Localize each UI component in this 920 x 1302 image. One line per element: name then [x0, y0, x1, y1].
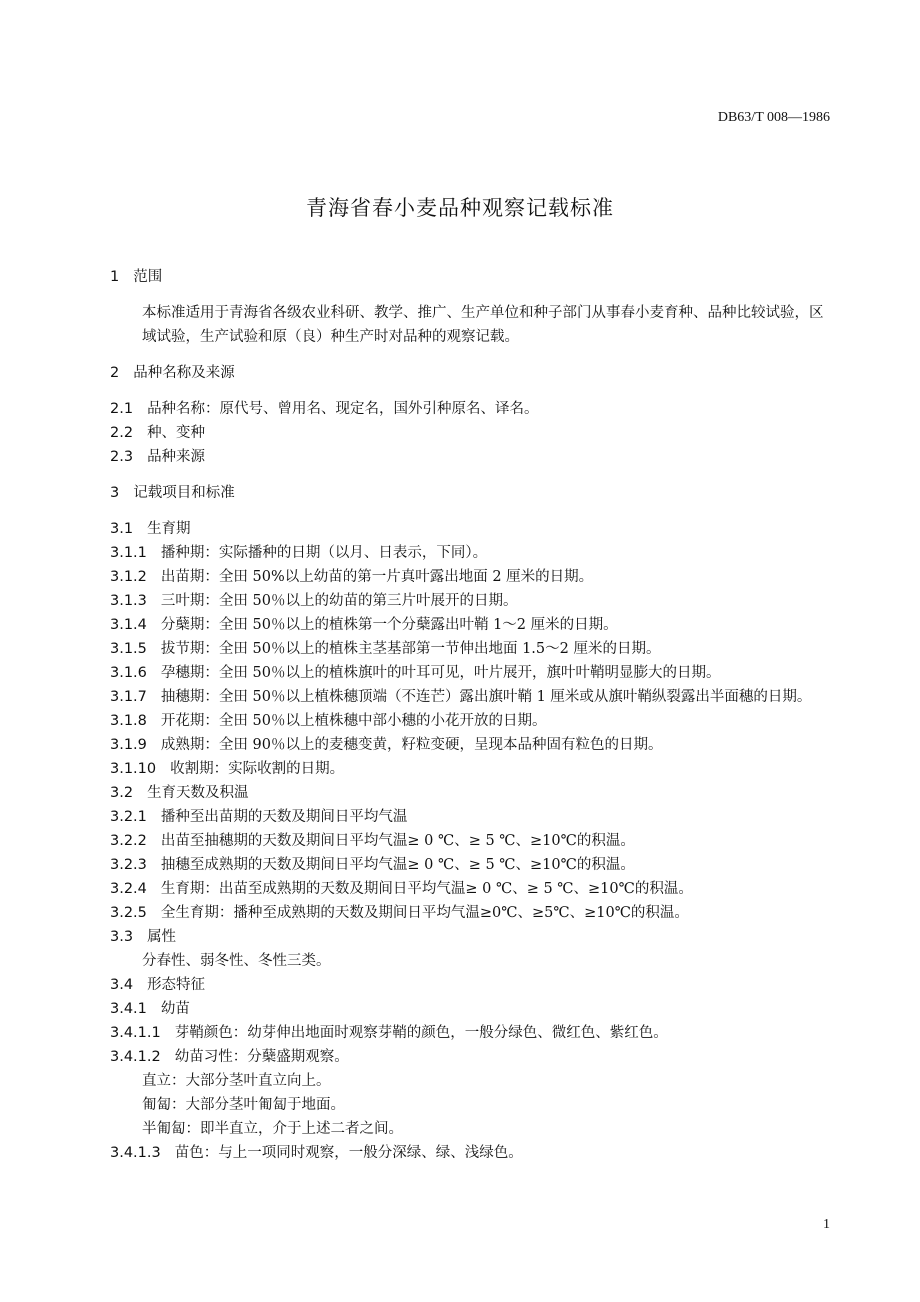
section-line — [110, 541, 832, 565]
section-text: 幼苗 — [160, 1001, 190, 1017]
page-number: 1 — [823, 1217, 830, 1232]
section-text: 生育天数及积温 — [147, 785, 249, 801]
section-text: 苗色：与上一项同时观察，一般分深绿、绿、浅绿色。 — [174, 1145, 523, 1161]
section-heading — [110, 421, 832, 445]
section-line — [110, 949, 832, 973]
section-line — [110, 1021, 832, 1045]
section-number: 3.4.1.2 — [110, 1049, 161, 1065]
section-heading — [110, 445, 832, 469]
section-text: 直立：大部分茎叶直立向上。 — [142, 1073, 331, 1089]
section-number: 3.2.4 — [110, 881, 147, 897]
section-line — [110, 901, 832, 925]
section-text: 拔节期：全田 50％以上的植株主茎基部第一节伸出地面 1.5～2 厘米的日期。 — [160, 641, 661, 657]
section-text: 出苗至抽穗期的天数及期间日平均气温≥ 0 ℃、≥ 5 ℃、≥10℃的积温。 — [160, 833, 635, 849]
section-text: 播种期：实际播种的日期（以月、日表示，下同）。 — [160, 545, 488, 561]
section-number: 3.1.4 — [110, 617, 147, 633]
section-text: 种、变种 — [147, 425, 206, 441]
section-text: 品种名称及来源 — [133, 365, 235, 381]
section-line — [110, 1093, 832, 1117]
section-number: 3.2.3 — [110, 857, 147, 873]
section-number: 2.3 — [110, 449, 134, 465]
section-line — [110, 613, 832, 637]
section-line — [110, 853, 832, 877]
section-heading — [110, 517, 832, 541]
section-text: 抽穗至成熟期的天数及期间日平均气温≥ 0 ℃、≥ 5 ℃、≥10℃的积温。 — [160, 857, 635, 873]
section-line — [110, 733, 832, 757]
section-heading — [110, 481, 832, 505]
section-number: 3.2.5 — [110, 905, 147, 921]
page-title: 青海省春小麦品种观察记载标准 — [306, 196, 614, 220]
section-line — [110, 661, 832, 685]
section-text: 抽穗期：全田 50％以上植株穗顶端（不连芒）露出旗叶鞘 1 厘米或从旗叶鞘纵裂露出半面穗的日期。 — [160, 689, 812, 705]
section-number: 3.2 — [110, 785, 134, 801]
section-text: 收割期：实际收割的日期。 — [170, 761, 345, 777]
section-number: 3.1.8 — [110, 713, 147, 729]
section-number: 3.1.1 — [110, 545, 147, 561]
section-number: 2.2 — [110, 425, 134, 441]
section-text: 分春性、弱冬性、冬性三类。 — [142, 953, 331, 969]
section-text: 属性 — [147, 929, 177, 945]
section-text: 分蘖期：全田 50％以上的植株第一个分蘖露出叶鞘 1～2 厘米的日期。 — [160, 617, 618, 633]
section-heading — [110, 997, 832, 1021]
section-number: 1 — [110, 269, 120, 285]
section-line — [110, 589, 832, 613]
section-line — [110, 1141, 832, 1165]
section-line — [110, 301, 832, 349]
section-number: 3.1.10 — [110, 761, 157, 777]
section-text: 范围 — [133, 269, 163, 285]
section-line — [110, 709, 832, 733]
section-number: 3.1.7 — [110, 689, 147, 705]
section-line — [110, 1069, 832, 1093]
section-text: 匍匐：大部分茎叶匍匐于地面。 — [142, 1097, 345, 1113]
section-line — [110, 805, 832, 829]
section-text: 半匍匐：即半直立，介于上述二者之间。 — [142, 1121, 403, 1137]
section-heading — [110, 781, 832, 805]
section-number: 3.1.6 — [110, 665, 147, 681]
section-heading — [110, 973, 832, 997]
section-text: 品种来源 — [147, 449, 206, 465]
section-heading — [110, 361, 832, 385]
section-text: 记载项目和标准 — [133, 485, 235, 501]
section-number: 3.1.9 — [110, 737, 147, 753]
section-number: 3.4.1.3 — [110, 1145, 161, 1161]
section-text: 本标准适用于青海省各级农业科研、教学、推广、生产单位和种子部门从事春小麦育种、品种比较试验，区域试验，生产试验和原（良）种生产时对品种的观察记载。 — [142, 305, 824, 345]
section-text: 生育期 — [147, 521, 191, 537]
section-line — [110, 757, 832, 781]
section-number: 3.4 — [110, 977, 134, 993]
section-heading — [110, 265, 832, 289]
document-code: DB63/T 008—1986 — [717, 110, 830, 125]
section-number: 3 — [110, 485, 120, 501]
section-number: 3.2.1 — [110, 809, 147, 825]
section-text: 出苗期：全田 50%以上幼苗的第一片真叶露出地面 2 厘米的日期。 — [160, 569, 594, 585]
section-text: 孕穗期：全田 50％以上的植株旗叶的叶耳可见，叶片展开，旗叶叶鞘明显膨大的日期。 — [160, 665, 721, 681]
section-number: 2 — [110, 365, 120, 381]
section-line — [110, 685, 832, 709]
section-text: 芽鞘颜色：幼芽伸出地面时观察芽鞘的颜色，一般分绿色、微红色、紫红色。 — [174, 1025, 668, 1041]
section-text: 全生育期：播种至成熟期的天数及期间日平均气温≥0℃、≥5℃、≥10℃的积温。 — [160, 905, 689, 921]
section-line — [110, 1045, 832, 1069]
section-number: 3.1 — [110, 521, 134, 537]
document-body — [110, 265, 832, 1165]
section-line — [110, 397, 832, 421]
section-text: 成熟期：全田 90％以上的麦穗变黄，籽粒变硬，呈现本品种固有粒色的日期。 — [160, 737, 663, 753]
section-number: 3.1.5 — [110, 641, 147, 657]
section-number: 3.3 — [110, 929, 134, 945]
section-line — [110, 877, 832, 901]
section-line — [110, 637, 832, 661]
section-text: 生育期：出苗至成熟期的天数及期间日平均气温≥ 0 ℃、≥ 5 ℃、≥10℃的积温。 — [160, 881, 693, 897]
section-text: 形态特征 — [147, 977, 206, 993]
section-text: 幼苗习性：分蘖盛期观察。 — [174, 1049, 349, 1065]
section-line — [110, 829, 832, 853]
section-text: 三叶期：全田 50％以上的幼苗的第三片叶展开的日期。 — [160, 593, 518, 609]
section-number: 3.4.1 — [110, 1001, 147, 1017]
section-text: 播种至出苗期的天数及期间日平均气温 — [160, 809, 408, 825]
section-number: 2.1 — [110, 401, 134, 417]
section-number: 3.2.2 — [110, 833, 147, 849]
section-number: 3.4.1.1 — [110, 1025, 161, 1041]
section-number: 3.1.3 — [110, 593, 147, 609]
section-heading — [110, 925, 832, 949]
section-text: 品种名称：原代号、曾用名、现定名，国外引种原名、译名。 — [147, 401, 539, 417]
section-line — [110, 1117, 832, 1141]
section-number: 3.1.2 — [110, 569, 147, 585]
section-text: 开花期：全田 50％以上植株穗中部小穗的小花开放的日期。 — [160, 713, 547, 729]
section-line — [110, 565, 832, 589]
